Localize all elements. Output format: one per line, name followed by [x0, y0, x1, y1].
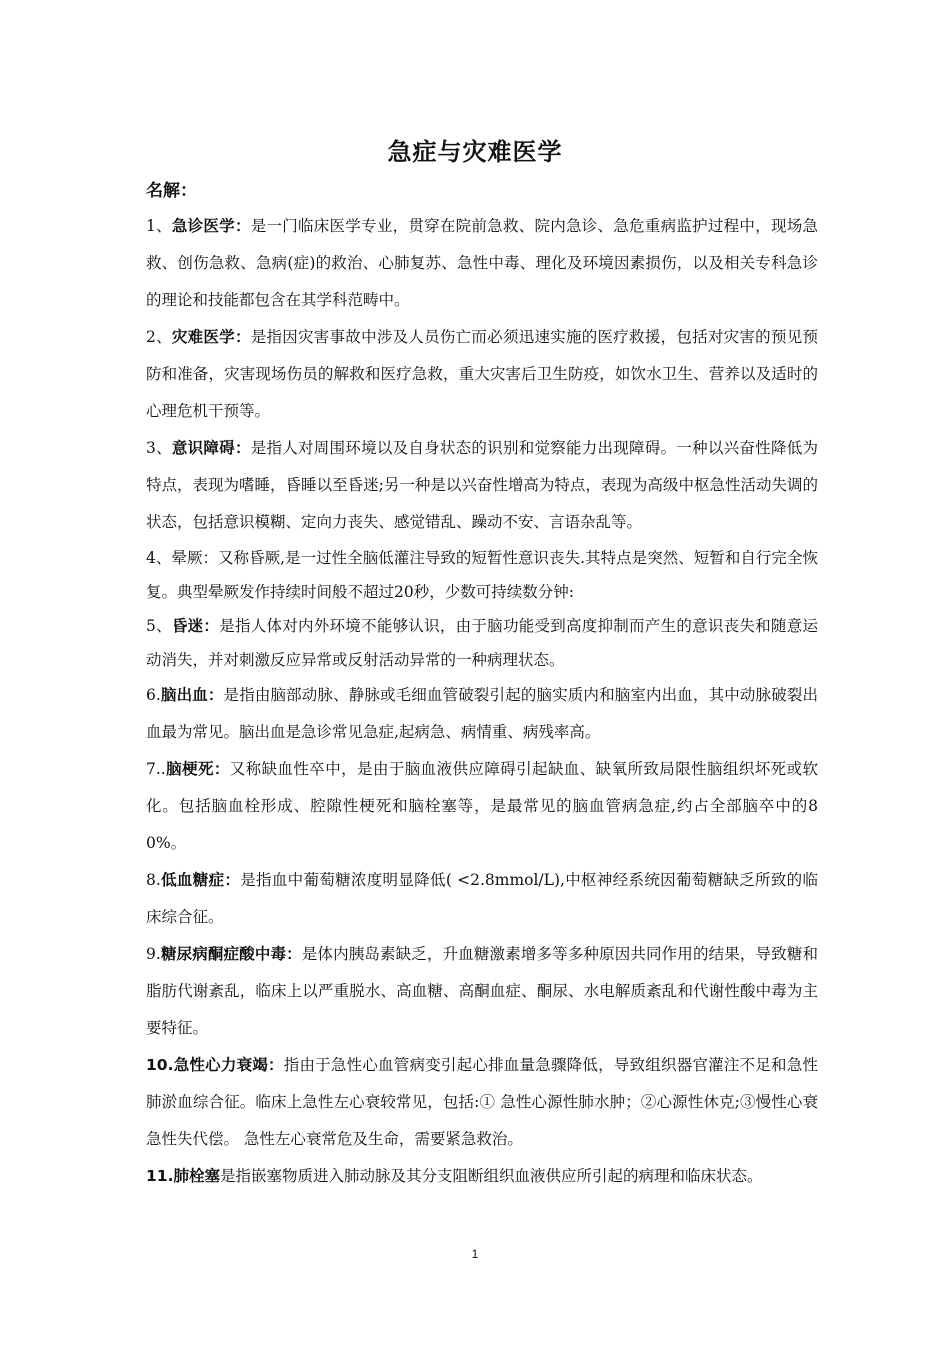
definitions-list — [146, 208, 818, 1195]
definition-entry — [146, 862, 818, 936]
entry-term: 急诊医学： — [171, 217, 251, 235]
entry-prefix: 8. — [146, 871, 161, 889]
entry-text: 是指由脑部动脉、静脉或毛细血管破裂引起的脑实质内和脑室内出血，其中动脉破裂出血最为常见。脑出血是急诊常见急症,起病急、病情重、病残率高。 — [146, 686, 818, 741]
entry-prefix: 5、 — [146, 617, 172, 635]
entry-term: 灾难医学： — [171, 328, 251, 346]
entry-term: 急性心力衰竭： — [173, 1056, 284, 1074]
entry-prefix: 6. — [146, 686, 161, 704]
page-title: 急症与灾难医学 — [387, 138, 563, 166]
entry-term: 脑梗死： — [165, 760, 230, 778]
entry-prefix: 11. — [146, 1167, 174, 1185]
entry-prefix: 7.. — [146, 760, 166, 778]
definition-entry — [146, 677, 818, 751]
entry-term: 脑出血： — [160, 686, 224, 704]
entry-text: 是指人体对内外环境不能够认识，由于脑功能受到高度抑制而产生的意识丧失和随意运动消失，并对刺激反应异常或反射活动异常的一种病理状态。 — [146, 617, 818, 669]
definition-entry — [146, 319, 818, 430]
definition-entry — [146, 541, 818, 609]
entry-term: 昏迷： — [171, 617, 220, 635]
entry-text: 是指血中葡萄糖浓度明显降低( <2.8mmol/L),中枢神经系统因葡萄糖缺乏所致的临床综合征。 — [146, 871, 818, 926]
entry-prefix: 1、 — [146, 217, 172, 235]
section-label: 名解： — [146, 181, 197, 201]
definition-entry — [146, 1047, 818, 1158]
entry-prefix: 9. — [146, 945, 161, 963]
entry-prefix: 4、 — [146, 549, 172, 567]
entry-prefix: 3、 — [146, 439, 172, 457]
definition-entry — [146, 751, 818, 862]
entry-text: 是指嵌塞物质进入肺动脉及其分支阻断组织血液供应所引起的病理和临床状态。 — [219, 1167, 763, 1185]
entry-text: 是指因灾害事故中涉及人员伤亡而必须迅速实施的医疗救援，包括对灾害的预见预防和准备，灾害现场伤员的解救和医疗急救，重大灾害后卫生防疫，如饮水卫生、营养以及适时的心理危机干预等。 — [146, 328, 818, 420]
entry-text: 指由于急性心血管病变引起心排血量急骤降低，导致组织器官灌注不足和急性肺淤血综合征。临床上急性左心衰较常见，包括:① 急性心源性肺水肿；②心源性休克;③慢性心衰急性失代偿。 急性左心衰常危及生命，需要紧急救治。 — [146, 1056, 818, 1148]
entry-text: 是体内胰岛素缺乏，升血糖激素增多等多种原因共同作用的结果，导致糖和脂肪代谢紊乱，临床上以严重脱水、高血糖、高酮血症、酮尿、水电解质紊乱和代谢性酸中毒为主要特征。 — [146, 945, 818, 1037]
entry-term: 意识障碍： — [171, 439, 251, 457]
entry-prefix: 10. — [146, 1056, 174, 1074]
entry-term: 肺栓塞 — [173, 1167, 220, 1185]
entry-term: 糖尿病酮症酸中毒： — [160, 945, 302, 963]
definition-entry — [146, 1158, 818, 1195]
entry-term: 低血糖症： — [160, 871, 241, 889]
entry-prefix: 2、 — [146, 328, 172, 346]
entry-text: 是一门临床医学专业，贯穿在院前急救、院内急诊、急危重病监护过程中，现场急救、创伤急救、急病(症)的救治、心肺复苏、急性中毒、理化及环境因素损伤，以及相关专科急诊的理论和技能都包含在其学科范畴中。 — [146, 217, 818, 309]
definition-entry — [146, 430, 818, 541]
entry-text: 是指人对周围环境以及自身状态的识别和觉察能力出现障碍。一种以兴奋性降低为特点，表现为嗜睡，昏睡以至昏迷;另一种是以兴奋性增高为特点，表现为高级中枢急性活动失调的状态，包括意识模糊、定向力丧失、感觉错乱、躁动不安、言语杂乱等。 — [146, 439, 818, 531]
definition-entry — [146, 936, 818, 1047]
entry-term: 晕厥： — [171, 549, 219, 567]
entry-text: 又称昏厥,是一过性全脑低灌注导致的短暂性意识丧失.其特点是突然、短暂和自行完全恢复。典型晕厥发作持续时间般不超过20秒，少数可持续数分钟: — [146, 549, 818, 601]
page-number: 1 — [471, 1247, 479, 1261]
definition-entry — [146, 208, 818, 319]
entry-text: 又称缺血性卒中，是由于脑血液供应障碍引起缺血、缺氧所致局限性脑组织坏死或软化。包括脑血栓形成、腔隙性梗死和脑栓塞等，是最常见的脑血管病急症,约占全部脑卒中的80%。 — [146, 760, 818, 852]
definition-entry — [146, 609, 818, 677]
